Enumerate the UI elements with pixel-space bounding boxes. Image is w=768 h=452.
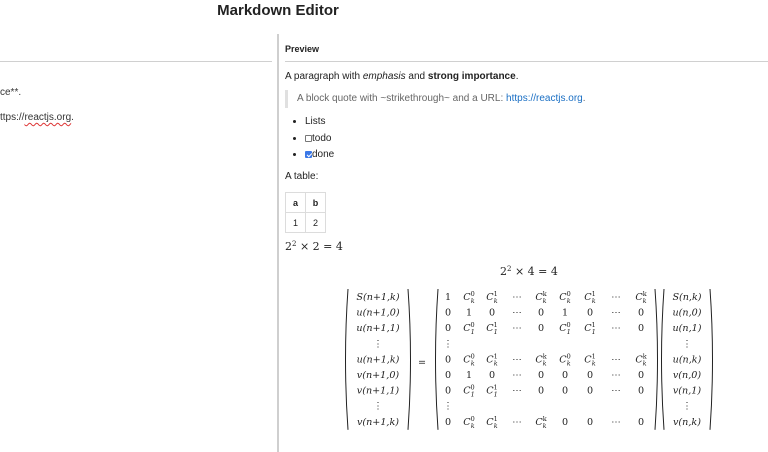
matrix-entry: ⋯ — [512, 292, 522, 303]
blockquote — [285, 90, 586, 108]
matrix-entry: 1 — [465, 370, 473, 381]
math-rest: × 2 = 4 — [296, 240, 343, 253]
block-math-heading — [500, 265, 558, 278]
lhs-entry: u(n+1,k) — [356, 354, 400, 366]
matrix-entry: ⋯ — [512, 370, 522, 381]
reactjs-link[interactable]: https://reactjs.org — [506, 93, 583, 104]
rhs-entry: ⋮ — [682, 338, 692, 350]
table-caption: A table: — [285, 171, 319, 182]
matrix-entry: ⋯ — [611, 292, 621, 303]
matrix-entry: 0 — [444, 354, 452, 366]
editor-pane[interactable] — [0, 34, 272, 452]
matrix-entry: $C^0$ k — [463, 352, 475, 368]
matrix-entry: $C^0$ k — [463, 290, 475, 305]
matrix-entry: $C^k$ k — [535, 414, 547, 430]
matrix-equation-svg — [342, 286, 762, 446]
matrix-entry: ⋯ — [611, 370, 621, 381]
task-list — [285, 114, 334, 164]
rhs-entry: S(n,k) — [672, 292, 702, 303]
matrix-entry: ⋯ — [512, 323, 522, 335]
preview-divider-rule — [285, 61, 768, 62]
lhs-entry: v(n+1,k) — [356, 416, 400, 428]
matrix-entry: ⋯ — [512, 385, 522, 397]
app-title: Markdown Editor — [217, 2, 339, 19]
paragraph-text: . — [515, 71, 519, 82]
rhs-left-paren — [662, 289, 665, 430]
rhs-entry: ⋮ — [682, 401, 692, 413]
matrix-entry: 0 — [561, 385, 569, 397]
matrix-entry: 0 — [444, 323, 452, 335]
table-header-row — [286, 193, 326, 213]
matrix-entry: ⋯ — [611, 307, 621, 319]
matrix-entry: ⋮ — [443, 338, 453, 350]
blockquote-text: . — [582, 93, 586, 104]
table-header-cell: a — [286, 193, 306, 213]
matrix-entry: 0 — [537, 323, 545, 335]
matrix-entry: ⋯ — [611, 385, 621, 397]
matrix-entry: 0 — [561, 416, 569, 428]
matrix-entry: $C^0$ k — [463, 414, 475, 430]
lhs-left-paren — [346, 289, 349, 430]
strong-text: strong importance — [427, 71, 516, 82]
matrix-entry: $C^1$ k — [486, 414, 498, 430]
matrix-entry: $C^0$ 1 — [463, 383, 475, 399]
matrix-entry: ⋯ — [611, 323, 621, 335]
matrix-entry: $C^k$ k — [635, 290, 647, 305]
list-item-label: done — [312, 149, 335, 160]
preview-heading: Preview — [285, 44, 320, 54]
list-item-label: Lists — [305, 116, 326, 127]
table-row — [286, 213, 326, 233]
preview-paragraph — [285, 71, 518, 82]
matrix-entry: $C^k$ k — [635, 352, 647, 368]
inline-math — [285, 240, 343, 253]
matrix-entry: 1 — [561, 307, 569, 319]
markdown-table — [285, 192, 326, 233]
matrix-left-paren — [436, 289, 439, 430]
lhs-entry: u(n+1,1) — [356, 323, 400, 335]
paragraph-text: and — [405, 71, 428, 82]
matrix-entry: 0 — [444, 370, 452, 381]
lhs-entry: S(n+1,k) — [356, 292, 400, 303]
matrix-entry: $C^0$ 1 — [559, 321, 571, 337]
matrix-entry: $C^1$ k — [486, 352, 498, 368]
math-base: 2 — [285, 240, 292, 253]
lhs-entry: ⋮ — [373, 338, 383, 350]
rhs-entry: v(n,1) — [672, 385, 702, 397]
lhs-entry: u(n+1,0) — [356, 307, 400, 319]
matrix-entry: 0 — [637, 385, 645, 397]
table-header-cell: b — [306, 193, 326, 213]
matrix-entry: ⋮ — [443, 401, 453, 413]
rhs-entry: v(n,0) — [672, 370, 702, 381]
matrix-entry: 0 — [637, 307, 645, 319]
matrix-entry: 0 — [586, 385, 594, 397]
matrix-entry: $C^1$ k — [584, 352, 596, 368]
done-checkbox[interactable] — [305, 151, 312, 158]
rhs-entry: u(n,0) — [672, 307, 702, 319]
matrix-entry: 0 — [637, 416, 645, 428]
lhs-entry: ⋮ — [373, 401, 383, 413]
rhs-entry: v(n,k) — [673, 416, 701, 428]
editor-divider-rule — [0, 61, 272, 62]
blockquote-text: A block quote with ~strikethrough~ and a URL: — [297, 93, 507, 104]
matrix-entry: ⋯ — [512, 307, 522, 319]
matrix-entry: ⋯ — [611, 354, 621, 366]
spellcheck-word: reactjs.org — [24, 112, 72, 123]
matrix-entry: 0 — [537, 385, 545, 397]
math-rest: × 4 = 4 — [511, 265, 558, 278]
math-base: 2 — [500, 265, 507, 278]
list-item-label: todo — [312, 132, 332, 144]
matrix-entry: 1 — [444, 292, 452, 303]
matrix-entry: 0 — [586, 416, 594, 428]
matrix-entry: 0 — [637, 323, 645, 335]
matrix-entry: 0 — [586, 370, 594, 381]
matrix-right-paren — [655, 289, 658, 430]
list-item — [305, 147, 334, 164]
matrix-entry: 0 — [444, 385, 452, 397]
matrix-entry: 0 — [444, 307, 452, 319]
matrix-entry: 0 — [488, 370, 496, 381]
lhs-entry: v(n+1,0) — [356, 370, 400, 381]
lhs-entry: v(n+1,1) — [356, 385, 400, 397]
paragraph-text: A paragraph with — [285, 71, 363, 82]
lhs-right-paren — [408, 289, 411, 430]
matrix-entry: $C^1$ 1 — [486, 321, 498, 337]
matrix-entry: $C^1$ 1 — [486, 383, 498, 399]
matrix-entry: 0 — [537, 307, 545, 319]
list-item — [305, 114, 334, 131]
rhs-entry: u(n,k) — [672, 354, 702, 366]
matrix-equation — [342, 286, 762, 446]
math-exponent: 2 — [507, 265, 512, 273]
matrix-entry: ⋯ — [611, 416, 621, 428]
matrix-entry: $C^0$ k — [559, 290, 571, 305]
editor-line[interactable] — [0, 112, 74, 123]
list-item — [305, 131, 334, 148]
matrix-entry: ⋯ — [512, 416, 522, 428]
matrix-entry: ⋯ — [512, 354, 522, 366]
matrix-entry: $C^0$ 1 — [463, 321, 475, 337]
matrix-entry: $C^1$ k — [486, 290, 498, 305]
matrix-entry: $C^1$ 1 — [584, 321, 596, 337]
matrix-entry: 1 — [465, 307, 473, 319]
matrix-entry: 0 — [537, 370, 545, 381]
editor-line[interactable]: ce**. — [0, 87, 22, 98]
matrix-entry: $C^k$ k — [535, 352, 547, 368]
math-exponent: 2 — [292, 240, 297, 248]
matrix-entry: 0 — [561, 370, 569, 381]
todo-checkbox[interactable] — [305, 135, 312, 142]
pane-splitter[interactable] — [277, 34, 279, 452]
editor-text: ttps:// — [0, 112, 25, 123]
editor-text: . — [71, 112, 74, 123]
rhs-entry: u(n,1) — [672, 323, 702, 335]
rhs-right-paren — [710, 289, 713, 430]
equals-sign: = — [417, 357, 427, 369]
emphasis-text: emphasis — [362, 71, 406, 82]
preview-pane — [285, 34, 768, 452]
matrix-entry: $C^k$ k — [535, 290, 547, 305]
matrix-entry: 0 — [586, 307, 594, 319]
matrix-entry: $C^1$ k — [584, 290, 596, 305]
matrix-entry: $C^0$ k — [559, 352, 571, 368]
table-cell: 2 — [306, 213, 326, 233]
matrix-entry: 0 — [637, 370, 645, 381]
table-cell: 1 — [286, 213, 306, 233]
matrix-entry: 0 — [488, 307, 496, 319]
matrix-entry: 0 — [444, 416, 452, 428]
